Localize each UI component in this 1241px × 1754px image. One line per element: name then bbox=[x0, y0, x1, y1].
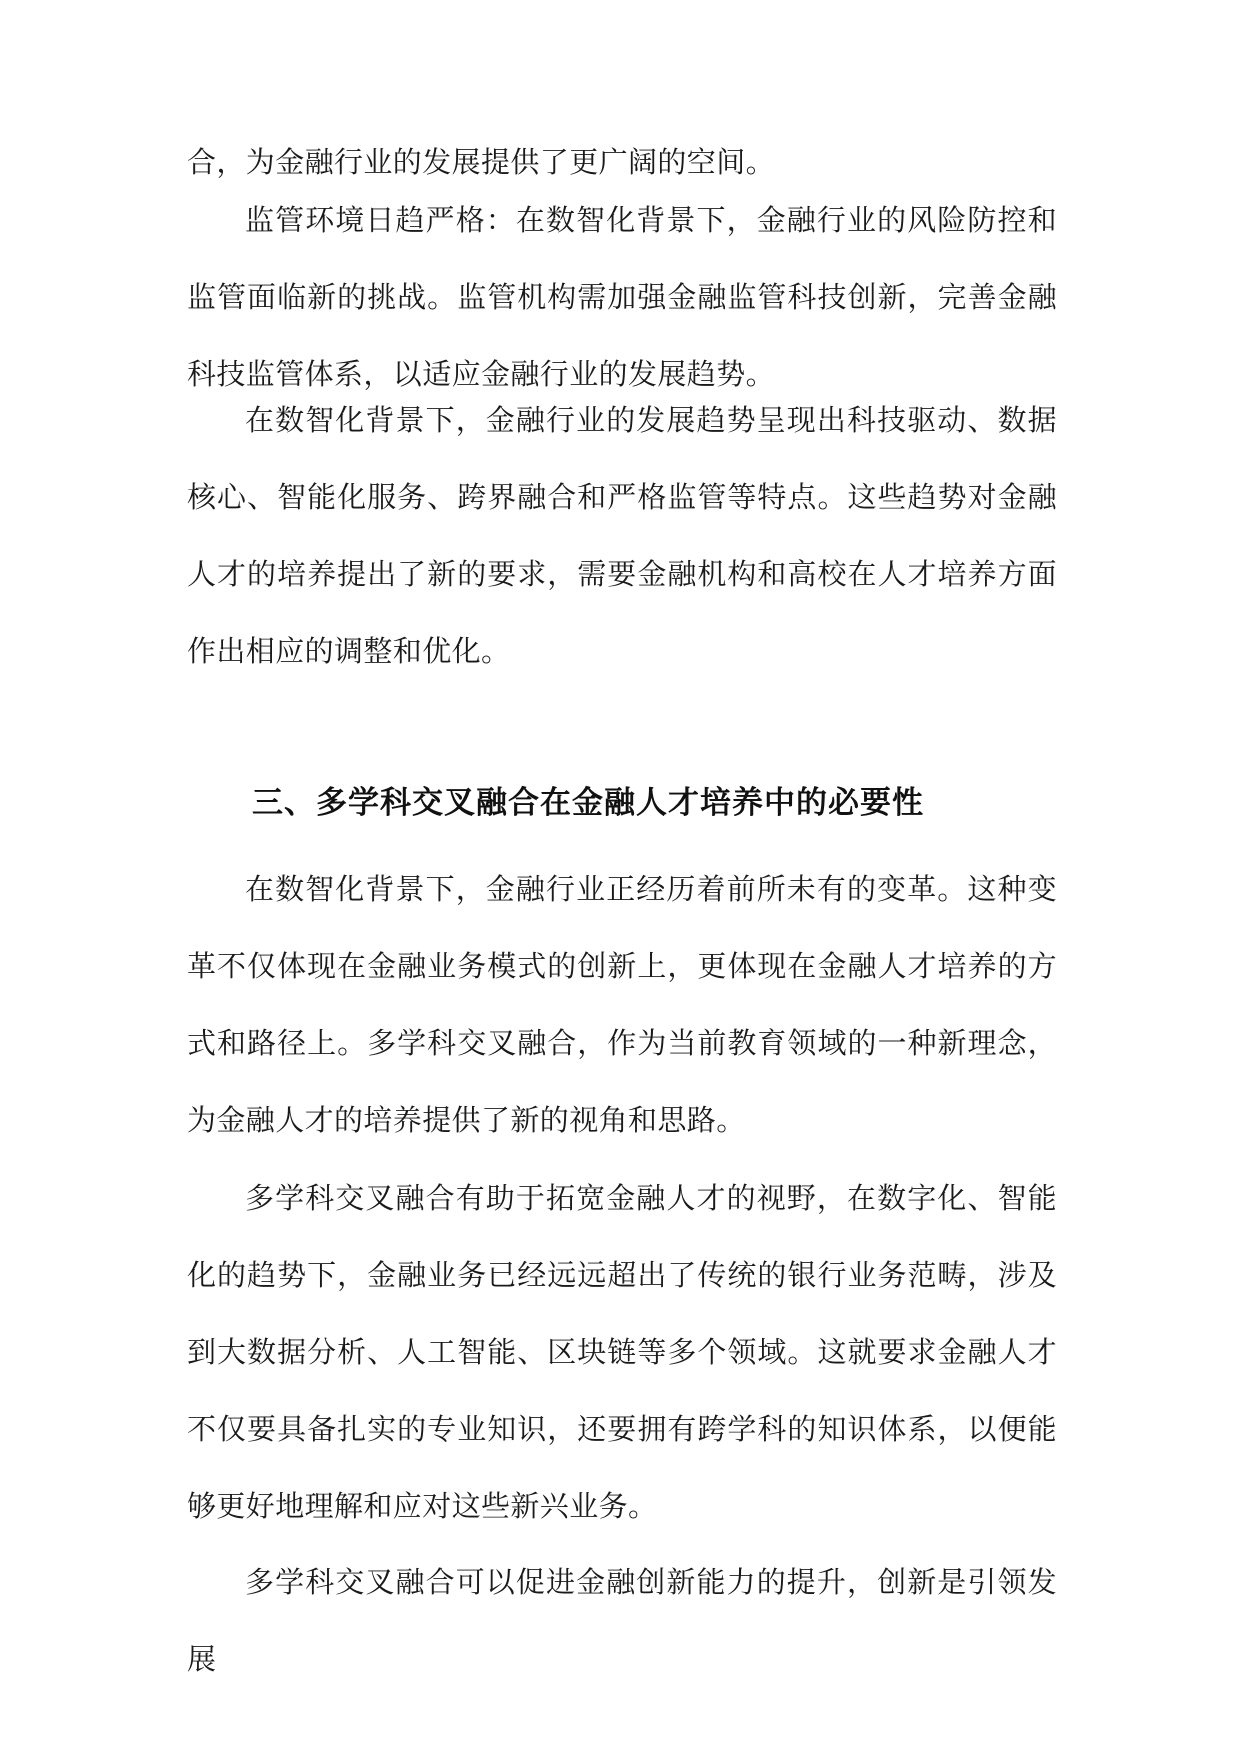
paragraph-regulation: 监管环境日趋严格：在数智化背景下，金融行业的风险防控和监管面临新的挑战。监管机构需加强金融监管科技创新，完善金融科技监管体系，以适应金融行业的发展趋势。 bbox=[187, 203, 1057, 391]
paragraph-trends-summary: 在数智化背景下，金融行业的发展趋势呈现出科技驱动、数据核心、智能化服务、跨界融合和严格监管等特点。这些趋势对金融人才的培养提出了新的要求，需要金融机构和高校在人才培养方面作出相应的调整和优化。 bbox=[187, 403, 1057, 668]
paragraph-innovation: 多学科交叉融合可以促进金融创新能力的提升，创新是引领发展 bbox=[187, 1565, 1057, 1676]
paragraph-continuation: 合，为金融行业的发展提供了更广阔的空间。 bbox=[187, 145, 776, 179]
paragraph-transformation: 在数智化背景下，金融行业正经历着前所未有的变革。这种变革不仅体现在金融业务模式的创新上，更体现在金融人才培养的方式和路径上。多学科交叉融合，作为当前教育领域的一种新理念，为金融人才的培养提供了新的视角和思路。 bbox=[187, 872, 1057, 1137]
paragraph-broaden-vision: 多学科交叉融合有助于拓宽金融人才的视野，在数字化、智能化的趋势下，金融业务已经远远超出了传统的银行业务范畴，涉及到大数据分析、人工智能、区块链等多个领域。这就要求金融人才不仅要具备扎实的专业知识，还要拥有跨学科的知识体系，以便能够更好地理解和应对这些新兴业务。 bbox=[187, 1181, 1057, 1523]
section-heading: 三、多学科交叉融合在金融人才培养中的必要性 bbox=[252, 785, 924, 821]
